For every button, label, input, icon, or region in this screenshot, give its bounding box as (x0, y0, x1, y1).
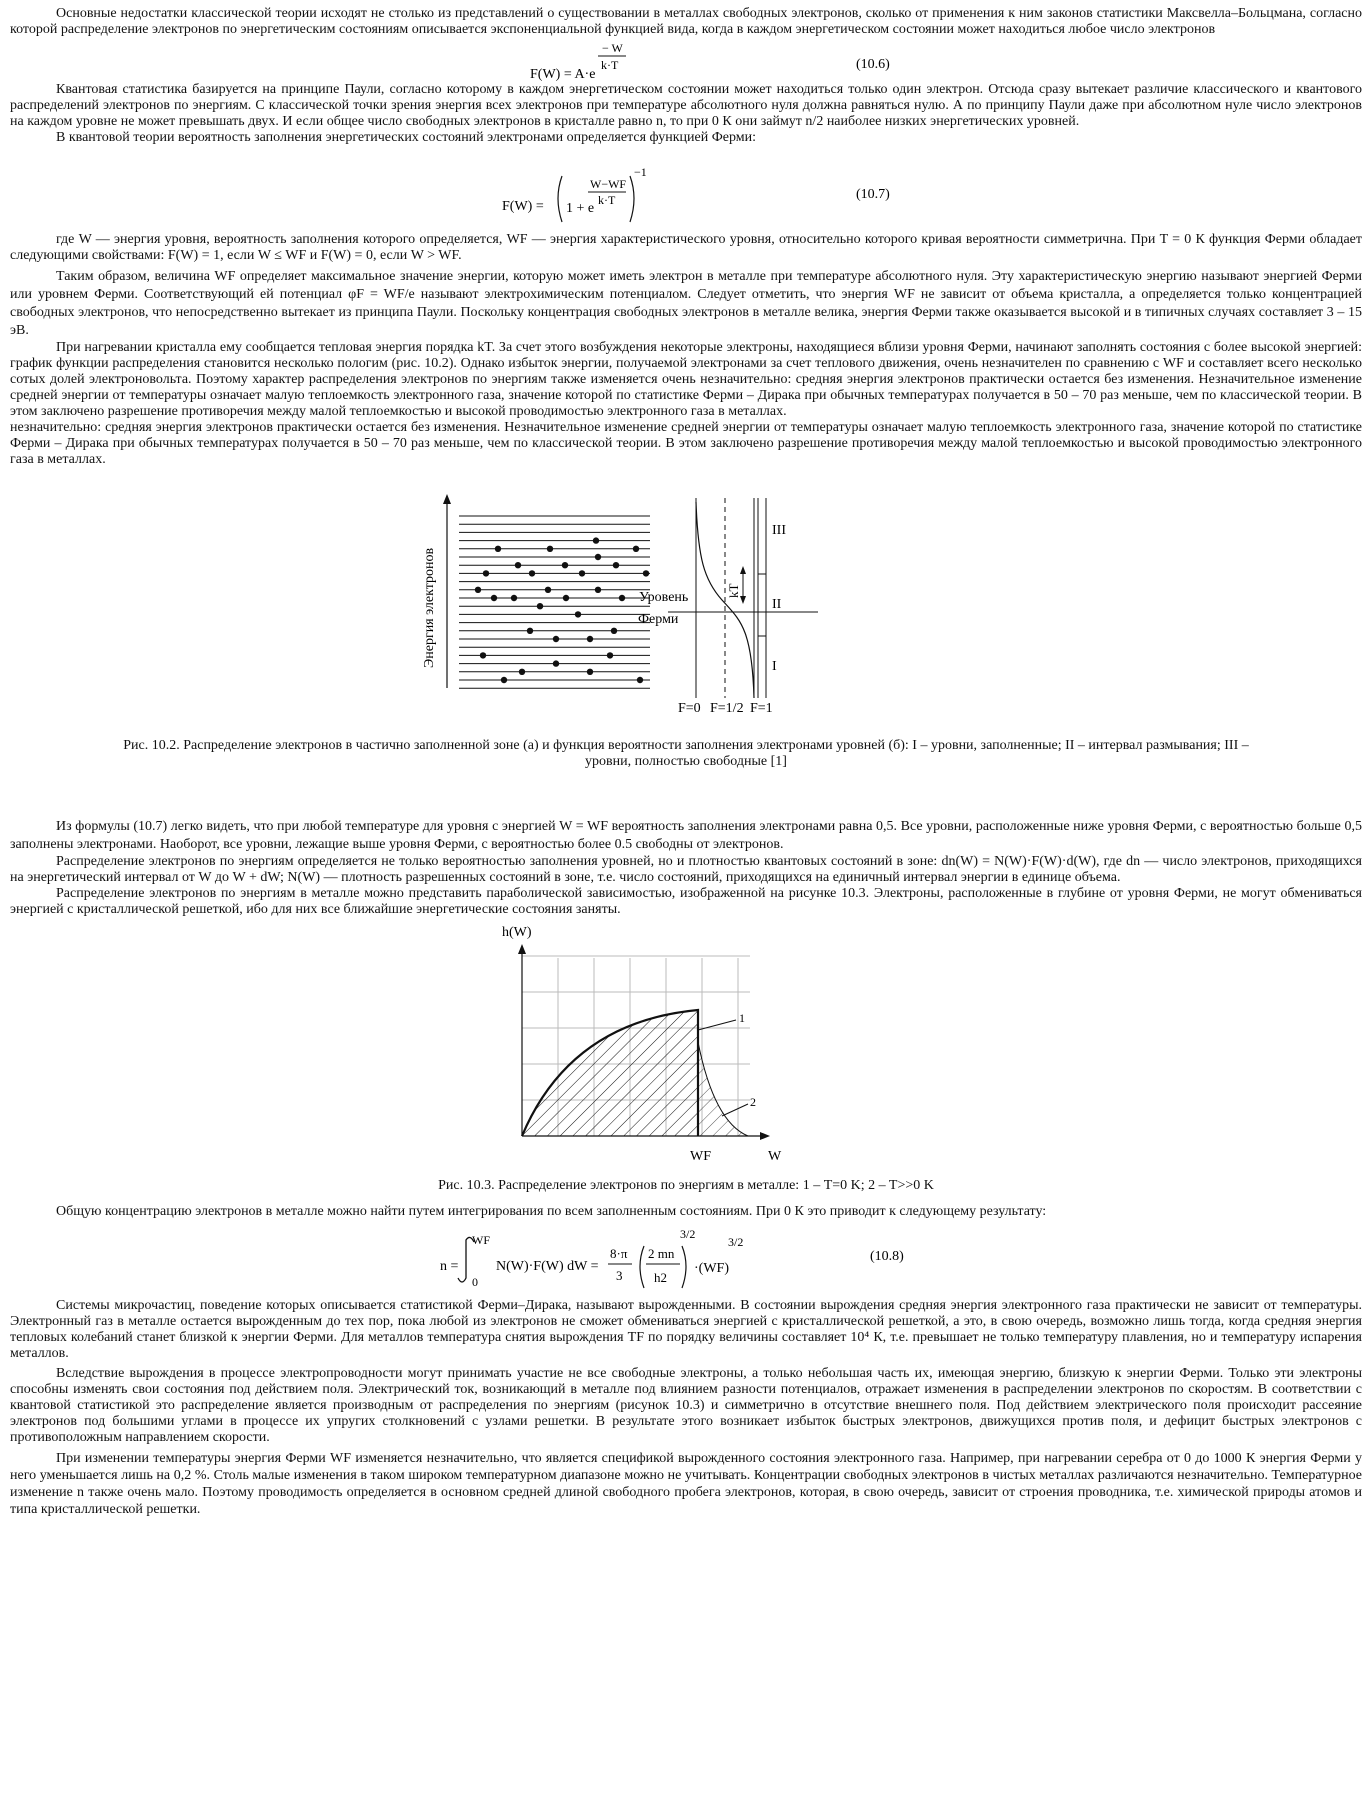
electron-dot (619, 595, 625, 601)
f106-exp-den: k·T (601, 58, 619, 72)
formula-10-6 (10, 38, 1362, 82)
electron-dot (563, 595, 569, 601)
f107-one: 1 + e (566, 201, 595, 216)
curve-2-label: 2 (750, 1095, 756, 1109)
electron-dot (553, 636, 559, 642)
formula-10-6-svg (10, 38, 1362, 82)
electron-dot (515, 562, 521, 568)
paragraph-1: Основные недостатки классической теории исходят не столько из представлений о существовании в металлах свободных электронов, сколько от применения к ним законов статистики Максвелла–Больцмана, согласно которой распределение электронов по энергетическим состояниям описывается экспоненциальной функцией вида, когда в каждом энергетическом состоянии может находиться любое число электронов (10, 6, 1362, 37)
electron-dot (553, 660, 559, 666)
paragraph-3: В квантовой теории вероятность заполнения энергетических состояний электронами определяется функцией Ферми: (56, 130, 757, 145)
wf-label: WF (690, 1149, 711, 1164)
f05-label: F=1/2 (710, 701, 744, 716)
f0-label: F=0 (678, 701, 701, 716)
electron-dot (587, 669, 593, 675)
f108-int-bot: 0 (472, 1275, 478, 1289)
f106-lhs: F(W) = A·e (530, 67, 596, 82)
electron-dot (562, 562, 568, 568)
electron-dot (511, 595, 517, 601)
f108-pow1: 3/2 (680, 1227, 696, 1241)
electron-dot (637, 677, 643, 683)
f108-wf: ·(WF) (694, 1261, 729, 1276)
electron-dot (587, 636, 593, 642)
figure-10-3-svg (10, 922, 1362, 1172)
f107-pow: −1 (634, 165, 647, 179)
paragraph-9: Распределение электронов по энергиям в металле можно представить параболической зависимостью, изображенной на рисунке 10.3. Электроны, расположенные в глубине от уровня Ферми, не могут обмениваться энергией с кристаллической решеткой, ибо для них все ближайшие энергетические состояния заняты. (10, 886, 1362, 917)
paragraph-11: Системы микрочастиц, поведение которых описывается статистикой Ферми–Дирака, называют вырожденными. В состоянии вырождения средняя энергия электронного газа практически не зависит от температуры. Электронный газ в металле остается вырожденным до тех пор, пока любой из электронов не сможет обмениваться энергией с кристаллической решеткой, а это, в свою очередь, возможно лишь тогда, когда средняя энергия тепловых колебаний станет близкой к энергии Ферми. Для металлов температура снятия вырождения TF по порядку величины составляет 10⁴ К, т.е. превышает не только температуру плавления, но и температуру испарения металлов. (10, 1298, 1362, 1361)
f106-exp-num: − W (602, 41, 623, 55)
electron-dot (491, 595, 497, 601)
electron-dot (593, 537, 599, 543)
formula-10-7-svg (10, 146, 1362, 230)
electron-dots (475, 537, 649, 683)
figure-10-2-caption: Рис. 10.2. Распределение электронов в частично заполненной зоне (а) и функция вероятности заполнения электронами уровней (б): I – уровни, заполненные; II – интервал размывания; III – уровни, полностью свободные [1] (123, 738, 1249, 769)
formula-10-8 (10, 1220, 1362, 1296)
zone-I-label: I (772, 659, 777, 674)
curve-1-label: 1 (739, 1011, 745, 1025)
paragraph-2: Квантовая статистика базируется на принципе Паули, согласно которому в каждом энергетическом состоянии может находиться только один электрон. Отсюда сразу вытекает различие классического и квантового распределений электронов по энергиям. С классической точки зрения энергия всех электронов при температуре абсолютного нуля должна равняться нулю. А по принципу Паули даже при абсолютном нуле число электронов на каждом уровне не может превышать двух. И если общее число свободных электронов в кристалле равно n, то при 0 К они займут n/2 наиболее низких энергетических уровней. (10, 82, 1362, 129)
electron-dot (575, 611, 581, 617)
electron-dot (579, 570, 585, 576)
fermi-label-1: Уровень (639, 590, 689, 605)
electron-dot (633, 546, 639, 552)
f107-number: (10.7) (856, 187, 890, 202)
paragraph-10: Общую концентрацию электронов в металле можно найти путем интегрирования по всем заполненным состояниям. При 0 К это приводит к следующему результату: (56, 1204, 1047, 1219)
electron-dot (643, 570, 649, 576)
f108-integrand: N(W)·F(W) dW = (496, 1259, 599, 1274)
f108-coef-num: 8·π (610, 1246, 628, 1261)
f107-exp-den: k·T (598, 193, 616, 207)
kt-label: kT (726, 583, 741, 598)
electron-dot (501, 677, 507, 683)
paragraph-8: Распределение электронов по энергиям определяется не только вероятностью заполнения уровней, но и плотностью квантовых состояний в зоне: dn(W) = N(W)·F(W)·d(W), где dn — число электронов, приходящихся на энергетический интервал от W до W + dW; N(W) — плотность разрешенных состояний в зоне, т.е. число состояний, приходящихся на единичный интервал энергии в единице объема. (10, 854, 1362, 885)
electron-dot (495, 546, 501, 552)
f108-inner-den: h2 (654, 1270, 667, 1285)
electron-dot (529, 570, 535, 576)
f107-exp-num: W−WF (590, 177, 627, 191)
electron-dot (611, 628, 617, 634)
f108-inner-num: 2 mn (648, 1246, 675, 1261)
electron-dot (547, 546, 553, 552)
h-axis-label: h(W) (502, 925, 532, 940)
paragraph-12: Вследствие вырождения в процессе электропроводности могут принимать участие не все свободные электроны, а только небольшая часть их, имеющая энергию, близкую к энергии Ферми. Только эти электроны способны изменять свои состояния под действием поля. Электрический ток, возникающий в металле под влиянием разности потенциалов, отражает изменения в распределении электронов по скоростям. В соответствии с квантовой статистикой это распределение является производным от распределения по энергиям (рисунок 10.3) и симметрично в отсутствие внешнего поля. Под действием электрического поля происходит рассеяние электронов под большими углами в процессе их упругих столкновений с узлами решетки. В результате этого возникает избыток быстрых электронов, движущихся против поля, и дефицит быстрых электронов с противоположным направлением скорости. (10, 1366, 1362, 1445)
f108-pow2: 3/2 (728, 1235, 744, 1249)
zone-III-label: III (772, 523, 786, 538)
paragraph-7: Из формулы (10.7) легко видеть, что при любой температуре для уровня с энергией W = WF вероятность заполнения электронами равна 0,5. Все уровни, расположенные ниже уровня Ферми, с вероятностью больше 0,5 заполнены электронами. Наоборот, все уровни, лежащие выше уровня Ферми, с вероятностью более 0.5 свободны от электронов. (10, 819, 1362, 852)
electron-dot (519, 669, 525, 675)
f108-int-top: WF (472, 1233, 490, 1247)
paragraph-6-repeat: незначительно: средняя энергия электронов практически остается без изменения. Незначительное изменение средней энергии от температуры означает малую теплоемкость электронного газа, значение которой по статистике Ферми – Дирака при обычных температурах получается в 50 – 70 раз меньше, чем по классической теории. В этом заключено разрешение противоречия между малой теплоемкостью и высокой проводимостью электронного газа в металлах. (10, 420, 1362, 467)
paragraph-6: При нагревании кристалла ему сообщается тепловая энергия порядка kT. За счет этого возбуждения некоторые электроны, находящиеся вблизи уровня Ферми, начинают заполнять состояния с более высокой энергией: график функции распределения становится несколько пологим (рис. 10.2). Однако избыток энергии, получаемой электронами за счет теплового движения, очень незначителен по сравнению с WF и составляет всего несколько сотых долей электроновольта. Поэтому характер распределения электронов по энергиям также изменяется очень незначительно: средняя энергия электронов практически остается без изменения. Незначительное изменение средней энергии от температуры означает малую теплоемкость электронного газа, значение которой по статистике Ферми – Дирака при обычных температурах получается в 50 – 70 раз меньше, чем по классической теории. В этом заключено разрешение противоречия между малой теплоемкостью и высокой проводимостью электронного газа в металлах. (10, 340, 1362, 419)
electron-dot (613, 562, 619, 568)
zone-II-label: II (772, 597, 782, 612)
f107-lhs: F(W) = (502, 199, 544, 214)
paragraph-5: Таким образом, величина WF определяет максимальное значение энергии, которую может иметь электрон в металле при температуре абсолютного нуля. Эту характеристическую энергию называют энергией Ферми или уровнем Ферми. Соответствующий ей потенциал φF = WF/e называют электрохимическим потенциалом. Следует отметить, что энергия WF не зависит от объема кристалла, а определяется только концентрацией свободных электронов, что непосредственно вытекает из принципа Паули. Поскольку концентрация свободных электронов в металле велика, энергия Ферми также оказывается высокой и в типичных случаях составляет 3 – 15 эВ. (10, 269, 1362, 338)
electron-dot (595, 554, 601, 560)
document-page (10, 0, 1362, 1518)
electron-dot (483, 570, 489, 576)
figure-10-3-caption: Рис. 10.3. Распределение электронов по энергиям в металле: 1 – T=0 K; 2 – T>>0 K (438, 1178, 934, 1193)
figure-10-2 (10, 488, 1362, 718)
f108-coef-den: 3 (616, 1268, 623, 1283)
paragraph-13: При изменении температуры энергия Ферми WF изменяется незначительно, что является спецификой вырожденного состояния электронного газа. Например, при нагревании серебра от 0 до 1000 К энергия Ферми у него уменьшается лишь на 0,2 %. Столь малые изменения в таком широком температурном диапазоне можно не учитывать. Концентрации свободных электронов в чистых металлах различаются незначительно. Температурное изменение n также очень мало. Поэтому проводимость определяется в основном средней длиной свободного пробега электронов, которая, в свою очередь, зависит от строения проводника, т.е. химической природы атомов и типа кристаллической решетки. (10, 1451, 1362, 1517)
fermi-label-2: Ферми (638, 612, 679, 627)
f106-number: (10.6) (856, 57, 890, 72)
formula-10-7 (10, 146, 1362, 230)
electron-dot (527, 628, 533, 634)
formula-10-8-svg (10, 1220, 1362, 1296)
figure-10-3 (10, 922, 1362, 1172)
electron-dot (607, 652, 613, 658)
paragraph-4: где W — энергия уровня, вероятность заполнения которого определяется, WF — энергия характеристического уровня, относительно которого кривая вероятности симметрична. При T = 0 К функция Ферми обладает следующими свойствами: F(W) = 1, если W ≤ WF и F(W) = 0, если W > WF. (10, 232, 1362, 263)
electron-dot (475, 587, 481, 593)
electron-dot (480, 652, 486, 658)
electron-dot (537, 603, 543, 609)
f108-lhs: n = (440, 1259, 459, 1274)
f108-number: (10.8) (870, 1249, 904, 1264)
f1-label: F=1 (750, 701, 773, 716)
electron-dot (545, 587, 551, 593)
w-axis-label: W (768, 1149, 782, 1164)
electron-dot (595, 587, 601, 593)
figure-10-2-svg (10, 488, 1362, 718)
energy-axis-label: Энергия электронов (422, 547, 437, 668)
